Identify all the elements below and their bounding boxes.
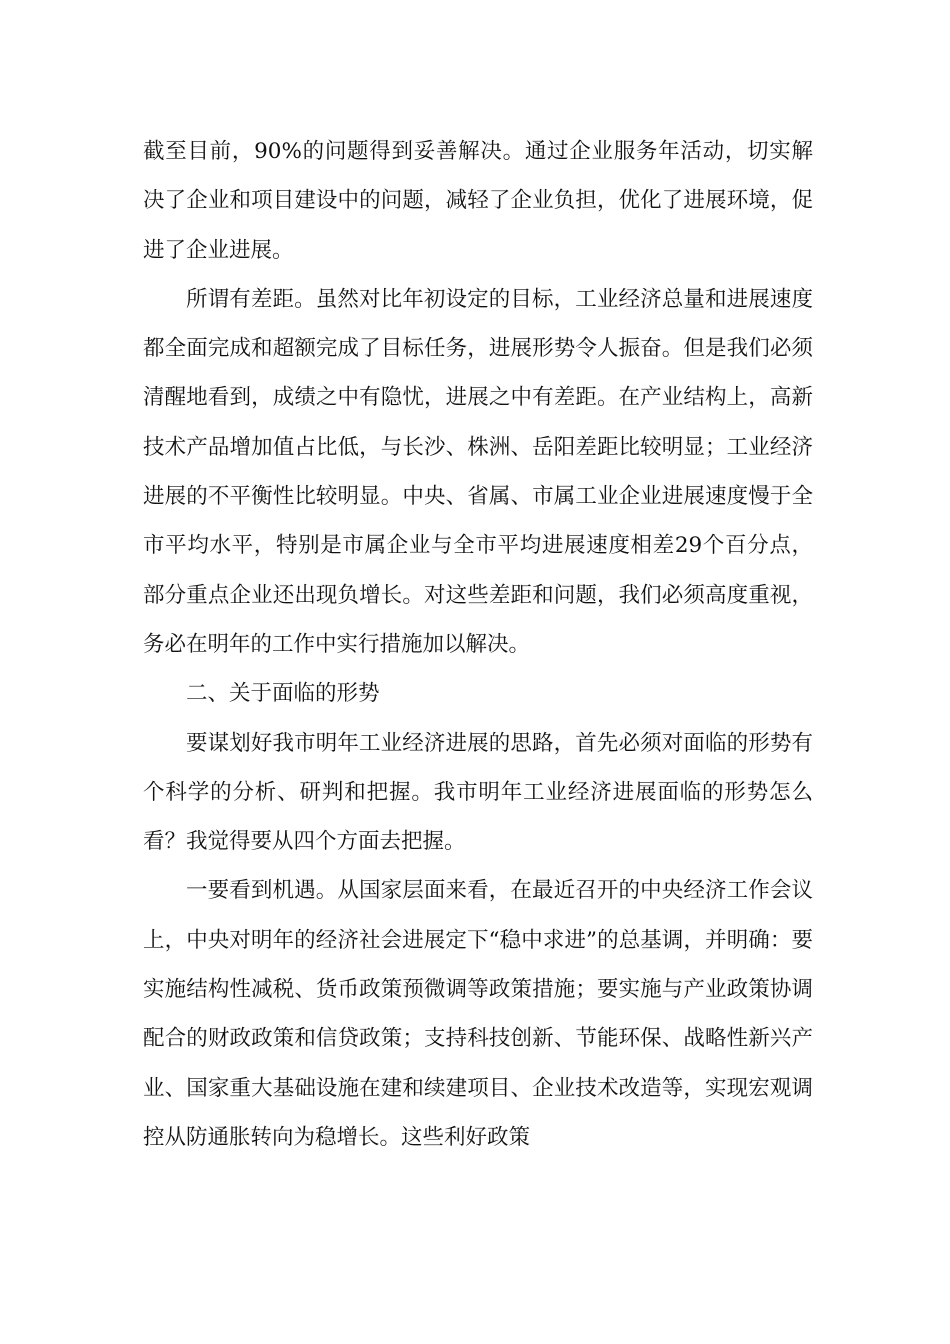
paragraph-2: 所谓有差距。虽然对比年初设定的目标，工业经济总量和进展速度都全面完成和超额完成了目标任务，进展形势令人振奋。但是我们必须清醒地看到，成绩之中有隐忧，进展之中有差距。在产业结构上，高新技术产品增加值占比低，与长沙、株洲、岳阳差距比较明显；工业经济进展的不平衡性比较明显。中央、省属、市属工业企业进展速度慢于全市平均水平，特别是市属企业与全市平均进展速度相差29个百分点，部分重点企业还出现负增长。对这些差距和问题，我们必须高度重视，务必在明年的工作中实行措施加以解决。 (143, 286, 813, 657)
section-heading: 二、关于面临的形势 (186, 681, 380, 707)
paragraph-3: 要谋划好我市明年工业经济进展的思路，首先必须对面临的形势有个科学的分析、研判和把握。我市明年工业经济进展面临的形势怎么看？我觉得要从四个方面去把握。 (143, 730, 813, 855)
document-body (143, 127, 813, 1162)
paragraph-1: 截至目前，90%的问题得到妥善解决。通过企业服务年活动，切实解决了企业和项目建设中的问题，减轻了企业负担，优化了进展环境，促进了企业进展。 (143, 139, 813, 263)
paragraph-4: 一要看到机遇。从国家层面来看，在最近召开的中央经济工作会议上，中央对明年的经济社会进展定下“稳中求进”的总基调，并明确：要实施结构性减税、货币政策预微调等政策措施；要实施与产业政策协调配合的财政政策和信贷政策；支持科技创新、节能环保、战略性新兴产业、国家重大基础设施在建和续建项目、企业技术改造等，实现宏观调控从防通胀转向为稳增长。这些利好政策 (143, 878, 813, 1150)
